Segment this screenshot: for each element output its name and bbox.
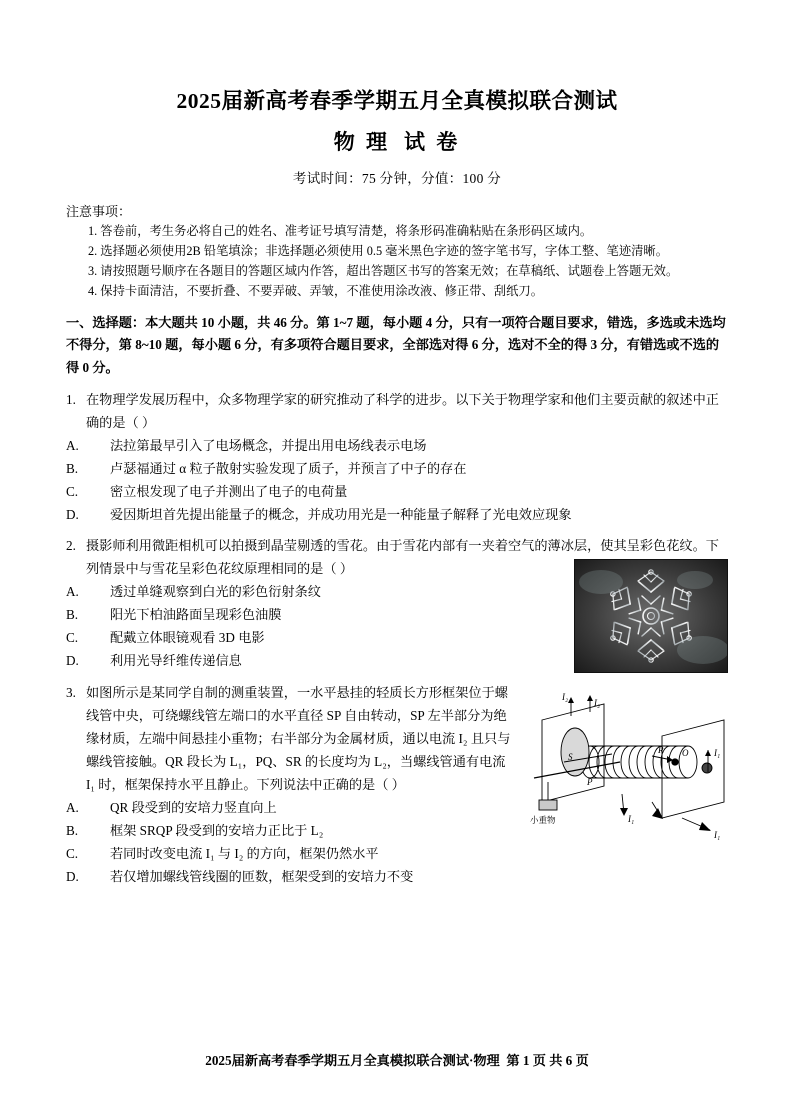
option-a [66, 581, 598, 604]
page-content [66, 88, 728, 889]
section-heading [66, 312, 728, 380]
option-b [66, 458, 728, 481]
option-label: C. [66, 483, 79, 499]
section-label: 一、选择题： [66, 314, 146, 330]
figure-label-o: O [682, 748, 689, 759]
option-a [66, 435, 728, 458]
notice-item: 2. 选择题必须使用2B 铅笔填涂；非选择题必须使用 0.5 毫米黑色字迹的签字笔书写，字体工整、笔迹清晰。 [88, 243, 669, 258]
question-number: 2. [66, 538, 76, 554]
option-text: 爱因斯坦首先提出能量子的概念，并成功用光是一种能量子解释了光电效应现象 [110, 506, 572, 522]
option-label: B. [66, 460, 79, 476]
page-number: 第 1 页 共 6 页 [506, 1053, 589, 1068]
option-text: QR 段受到的安培力竖直向上 [110, 800, 277, 816]
paper-label: 试 卷 [404, 129, 461, 154]
exam-info: 考试时间：75 分钟，分值：100 分 [292, 170, 502, 186]
page-footer [0, 1050, 794, 1069]
option-d [66, 866, 728, 889]
option-text: 透过单缝观察到白光的彩色衍射条纹 [110, 584, 321, 600]
option-text: 若仅增加螺线管线圈的匝数，框架受到的安培力不变 [110, 869, 414, 885]
option-label: D. [66, 869, 79, 885]
question-stem: 摄影师利用微距相机可以拍摄到晶莹剔透的雪花。由于雪花内部有一夹着空气的薄冰层，使其呈彩色花纹。下列情景中与雪花呈彩色花纹原理相同的是（ ） [86, 538, 719, 577]
figure-label-i1: I₁ [714, 748, 721, 759]
question-stem: 如图所示是某同学自制的测重装置，一水平悬挂的轻质长方形框架位于螺线管中央，可绕螺线管左端口的水平直径 SP 自由转动，SP 左半部分为绝缘材质，左端中间悬挂小重物；右半部分为金属材质，通以电流 I₂ 且只与螺线管接触。QR 段长为 L₁，PQ、SR 的长度均为 L₂，当螺线管通有电流 I₁ 时，框架保持水平且静止。下列说法中正确的是（ ） [86, 685, 511, 793]
option-label: C. [66, 630, 79, 646]
question-3 [66, 682, 728, 889]
figure-label-p: P [587, 777, 593, 788]
notice-item: 1. 答卷前，考生务必将自己的姓名、准考证号填写清楚，将条形码准确粘贴在条形码区域内。 [88, 223, 593, 238]
question-1 [66, 389, 728, 527]
footer-text: 2025届新高考春季学期五月全真模拟联合测试·物理 [205, 1053, 500, 1068]
figure-label-i1-2: I₁ [628, 814, 635, 825]
question-2 [66, 535, 728, 673]
figure-label-s: S [568, 752, 573, 763]
option-text: 框架 SRQP 段受到的安培力正比于 L₂ [110, 823, 324, 839]
option-text: 若同时改变电流 I₁ 与 I₂ 的方向，框架仍然水平 [110, 846, 379, 862]
option-text: 法拉第最早引入了电场概念，并提出用电场线表示电场 [110, 437, 427, 453]
option-label: D. [66, 653, 79, 669]
option-b [66, 604, 598, 627]
notice-item: 3. 请按照题号顺序在各题目的答题区域内作答，超出答题区书写的答案无效；在草稿纸、试题卷上答题无效。 [88, 263, 679, 278]
option-c [66, 481, 728, 504]
section-text: 本大题共 10 小题，共 46 分。第 1~7 题，每小题 4 分，只有一项符合题目要求，错选，多选或未选均不得分，第 8~10 题，每小题 6 分，有多项符合题目要求，全部选对得 6 分，选对不全的得 3 分，有错选或不选的得 0 分。 [66, 314, 726, 375]
option-label: D. [66, 506, 79, 522]
option-c [66, 843, 728, 866]
subject-line [66, 126, 728, 156]
snowflake-photo [574, 559, 728, 673]
option-label: B. [66, 607, 79, 623]
notice-item: 4. 保持卡面清洁，不要折叠、不要弄破、弄皱，不准使用涂改液、修正带、刮纸刀。 [88, 283, 543, 298]
option-text: 密立根发现了电子并测出了电子的电荷量 [110, 483, 348, 499]
option-c [66, 627, 598, 650]
notice-heading: 注意事项： [66, 203, 132, 219]
figure-label-i2: I₂ [562, 692, 569, 703]
option-label: B. [66, 823, 79, 839]
option-label: A. [66, 437, 79, 453]
option-text: 阳光下柏油路面呈现彩色油膜 [110, 607, 282, 623]
figure-label-i1-3: I₁ [714, 830, 721, 841]
question-number: 3. [66, 685, 76, 701]
option-label: C. [66, 846, 79, 862]
question-stem: 在物理学发展历程中，众多物理学家的研究推动了科学的进步。以下关于物理学家和他们主要贡献的叙述中正确的是（ ） [86, 391, 719, 430]
option-text: 利用光导纤维传递信息 [110, 653, 242, 669]
question-number: 1. [66, 391, 76, 407]
option-text: 卢瑟福通过 α 粒子散射实验发现了质子，并预言了中子的存在 [110, 460, 467, 476]
option-d [66, 650, 598, 673]
option-label: A. [66, 584, 79, 600]
subject-name: 物 理 [333, 129, 390, 154]
figure-label-weight: 小重物 [530, 815, 556, 826]
figure-label-r: R [658, 745, 664, 756]
option-text: 配戴立体眼镜观看 3D 电影 [110, 630, 265, 646]
option-d [66, 504, 728, 527]
page-title: 2025届新高考春季学期五月全真模拟联合测试 [176, 89, 618, 113]
option-label: A. [66, 800, 79, 816]
solenoid-diagram [512, 690, 732, 845]
figure-label-i2-2: I₂ [594, 698, 601, 709]
